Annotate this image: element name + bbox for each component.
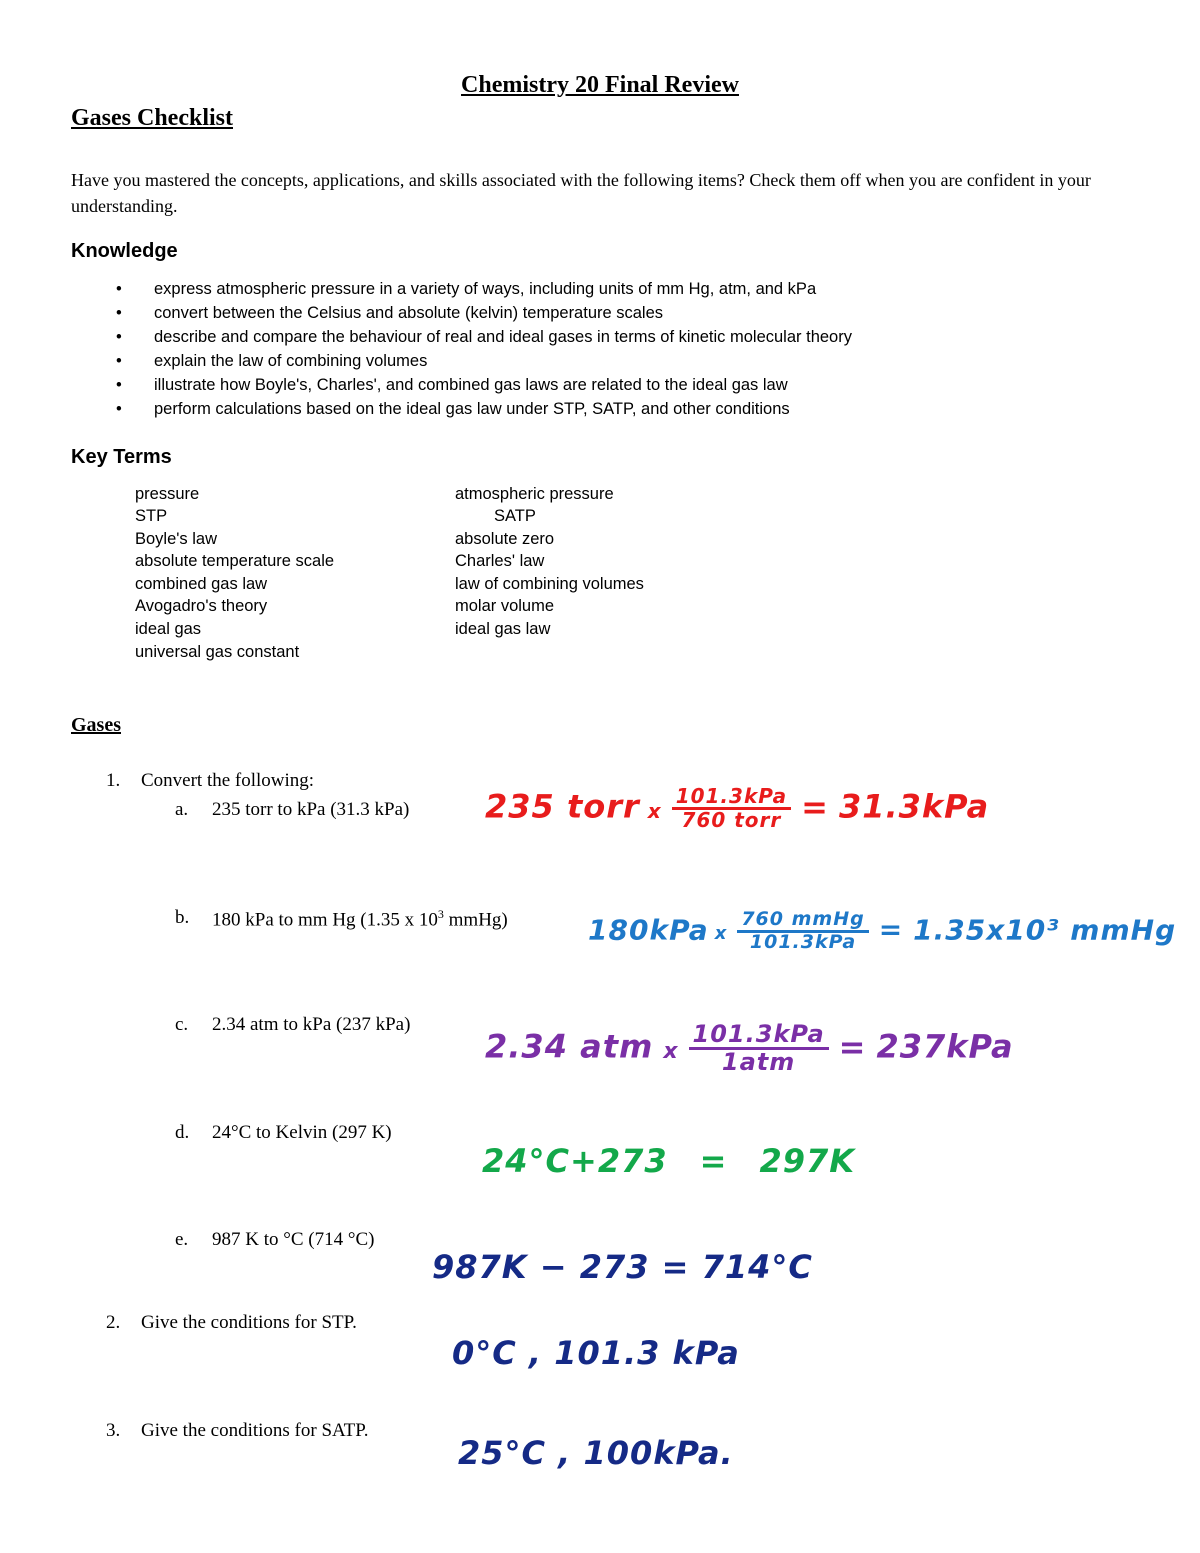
key-term: Boyle's law xyxy=(135,530,218,548)
key-term: ideal gas law xyxy=(455,620,551,638)
answer-a: 235 torr x $\frac{\text{101.3kPa}}{\text{760 torr}}$ = 31.3kPa xyxy=(485,784,990,832)
part-text: 2.34 atm to kPa (237 kPa) xyxy=(212,1014,411,1035)
part-text: 24°C to Kelvin (297 K) xyxy=(212,1122,392,1143)
answer-c: 2.34 atm x $\frac{\text{101.3kPa}}{\text{1atm}}$ = 237kPa xyxy=(485,1020,1014,1077)
knowledge-item: • perform calculations based on the ideal gas law under STP, SATP, and other conditions xyxy=(116,400,790,418)
answer-b: 180kPa x $\frac{\text{760 mmHg}}{\text{101.3kPa}}$ = 1.35x10³ mmHg xyxy=(588,908,1177,953)
question-text: Give the conditions for STP. xyxy=(141,1312,357,1333)
bullet-icon: • xyxy=(116,304,122,322)
checklist-title: Gases Checklist xyxy=(71,105,233,131)
key-term: molar volume xyxy=(455,597,555,615)
knowledge-heading: Knowledge xyxy=(71,240,178,262)
part-text: 987 K to °C (714 °C) xyxy=(212,1229,375,1250)
answer-q2: 0°C , 101.3 kPa xyxy=(452,1334,740,1372)
knowledge-item: • explain the law of combining volumes xyxy=(116,352,428,370)
answer-e: 987K − 273 = 714°C xyxy=(432,1248,813,1286)
knowledge-item: • convert between the Celsius and absolute (kelvin) temperature scales xyxy=(116,304,664,322)
key-term: universal gas constant xyxy=(135,643,300,661)
key-term: SATP xyxy=(494,507,536,525)
knowledge-item: • illustrate how Boyle's, Charles', and combined gas laws are related to the ideal gas law xyxy=(116,376,788,394)
key-term: law of combining volumes xyxy=(455,575,644,593)
part-letter: d. xyxy=(175,1122,190,1143)
page-title: Chemistry 20 Final Review xyxy=(461,72,739,98)
question-number: 3. xyxy=(106,1420,121,1441)
key-term: Avogadro's theory xyxy=(135,597,268,615)
key-term: ideal gas xyxy=(135,620,202,638)
bullet-icon: • xyxy=(116,400,122,418)
key-term: STP xyxy=(135,507,168,525)
key-term: atmospheric pressure xyxy=(455,485,614,503)
part-text: 180 kPa to mm Hg (1.35 x $10^3$ mmHg) xyxy=(212,907,508,931)
answer-q3: 25°C , 100kPa. xyxy=(458,1434,734,1472)
key-term: absolute zero xyxy=(455,530,555,548)
knowledge-item: • express atmospheric pressure in a variety of ways, including units of mm Hg, atm, and kPa xyxy=(116,280,817,298)
key-term: absolute temperature scale xyxy=(135,552,335,570)
key-terms-heading: Key Terms xyxy=(71,446,172,468)
part-letter: a. xyxy=(175,799,189,820)
bullet-icon: • xyxy=(116,328,122,346)
part-text: 235 torr to kPa (31.3 kPa) xyxy=(212,799,410,820)
bullet-icon: • xyxy=(116,352,122,370)
question-text: Give the conditions for SATP. xyxy=(141,1420,369,1441)
intro-text: Have you mastered the concepts, applications, and skills associated with the following items? Check them off when you are confident in your understanding. xyxy=(71,170,1091,216)
part-letter: b. xyxy=(175,907,190,928)
part-letter: e. xyxy=(175,1229,189,1250)
key-term: combined gas law xyxy=(135,575,268,593)
knowledge-item: • describe and compare the behaviour of real and ideal gases in terms of kinetic molecular theory xyxy=(116,328,852,346)
bullet-icon: • xyxy=(116,376,122,394)
gases-heading: Gases xyxy=(71,714,121,736)
question-number: 2. xyxy=(106,1312,121,1333)
question-number: 1. xyxy=(106,770,121,791)
part-letter: c. xyxy=(175,1014,189,1035)
bullet-icon: • xyxy=(116,280,122,298)
key-term: Charles' law xyxy=(455,552,545,570)
key-term: pressure xyxy=(135,485,200,503)
question-text: Convert the following: xyxy=(141,770,315,791)
answer-d: 24°C+273 = 297K xyxy=(482,1142,856,1180)
